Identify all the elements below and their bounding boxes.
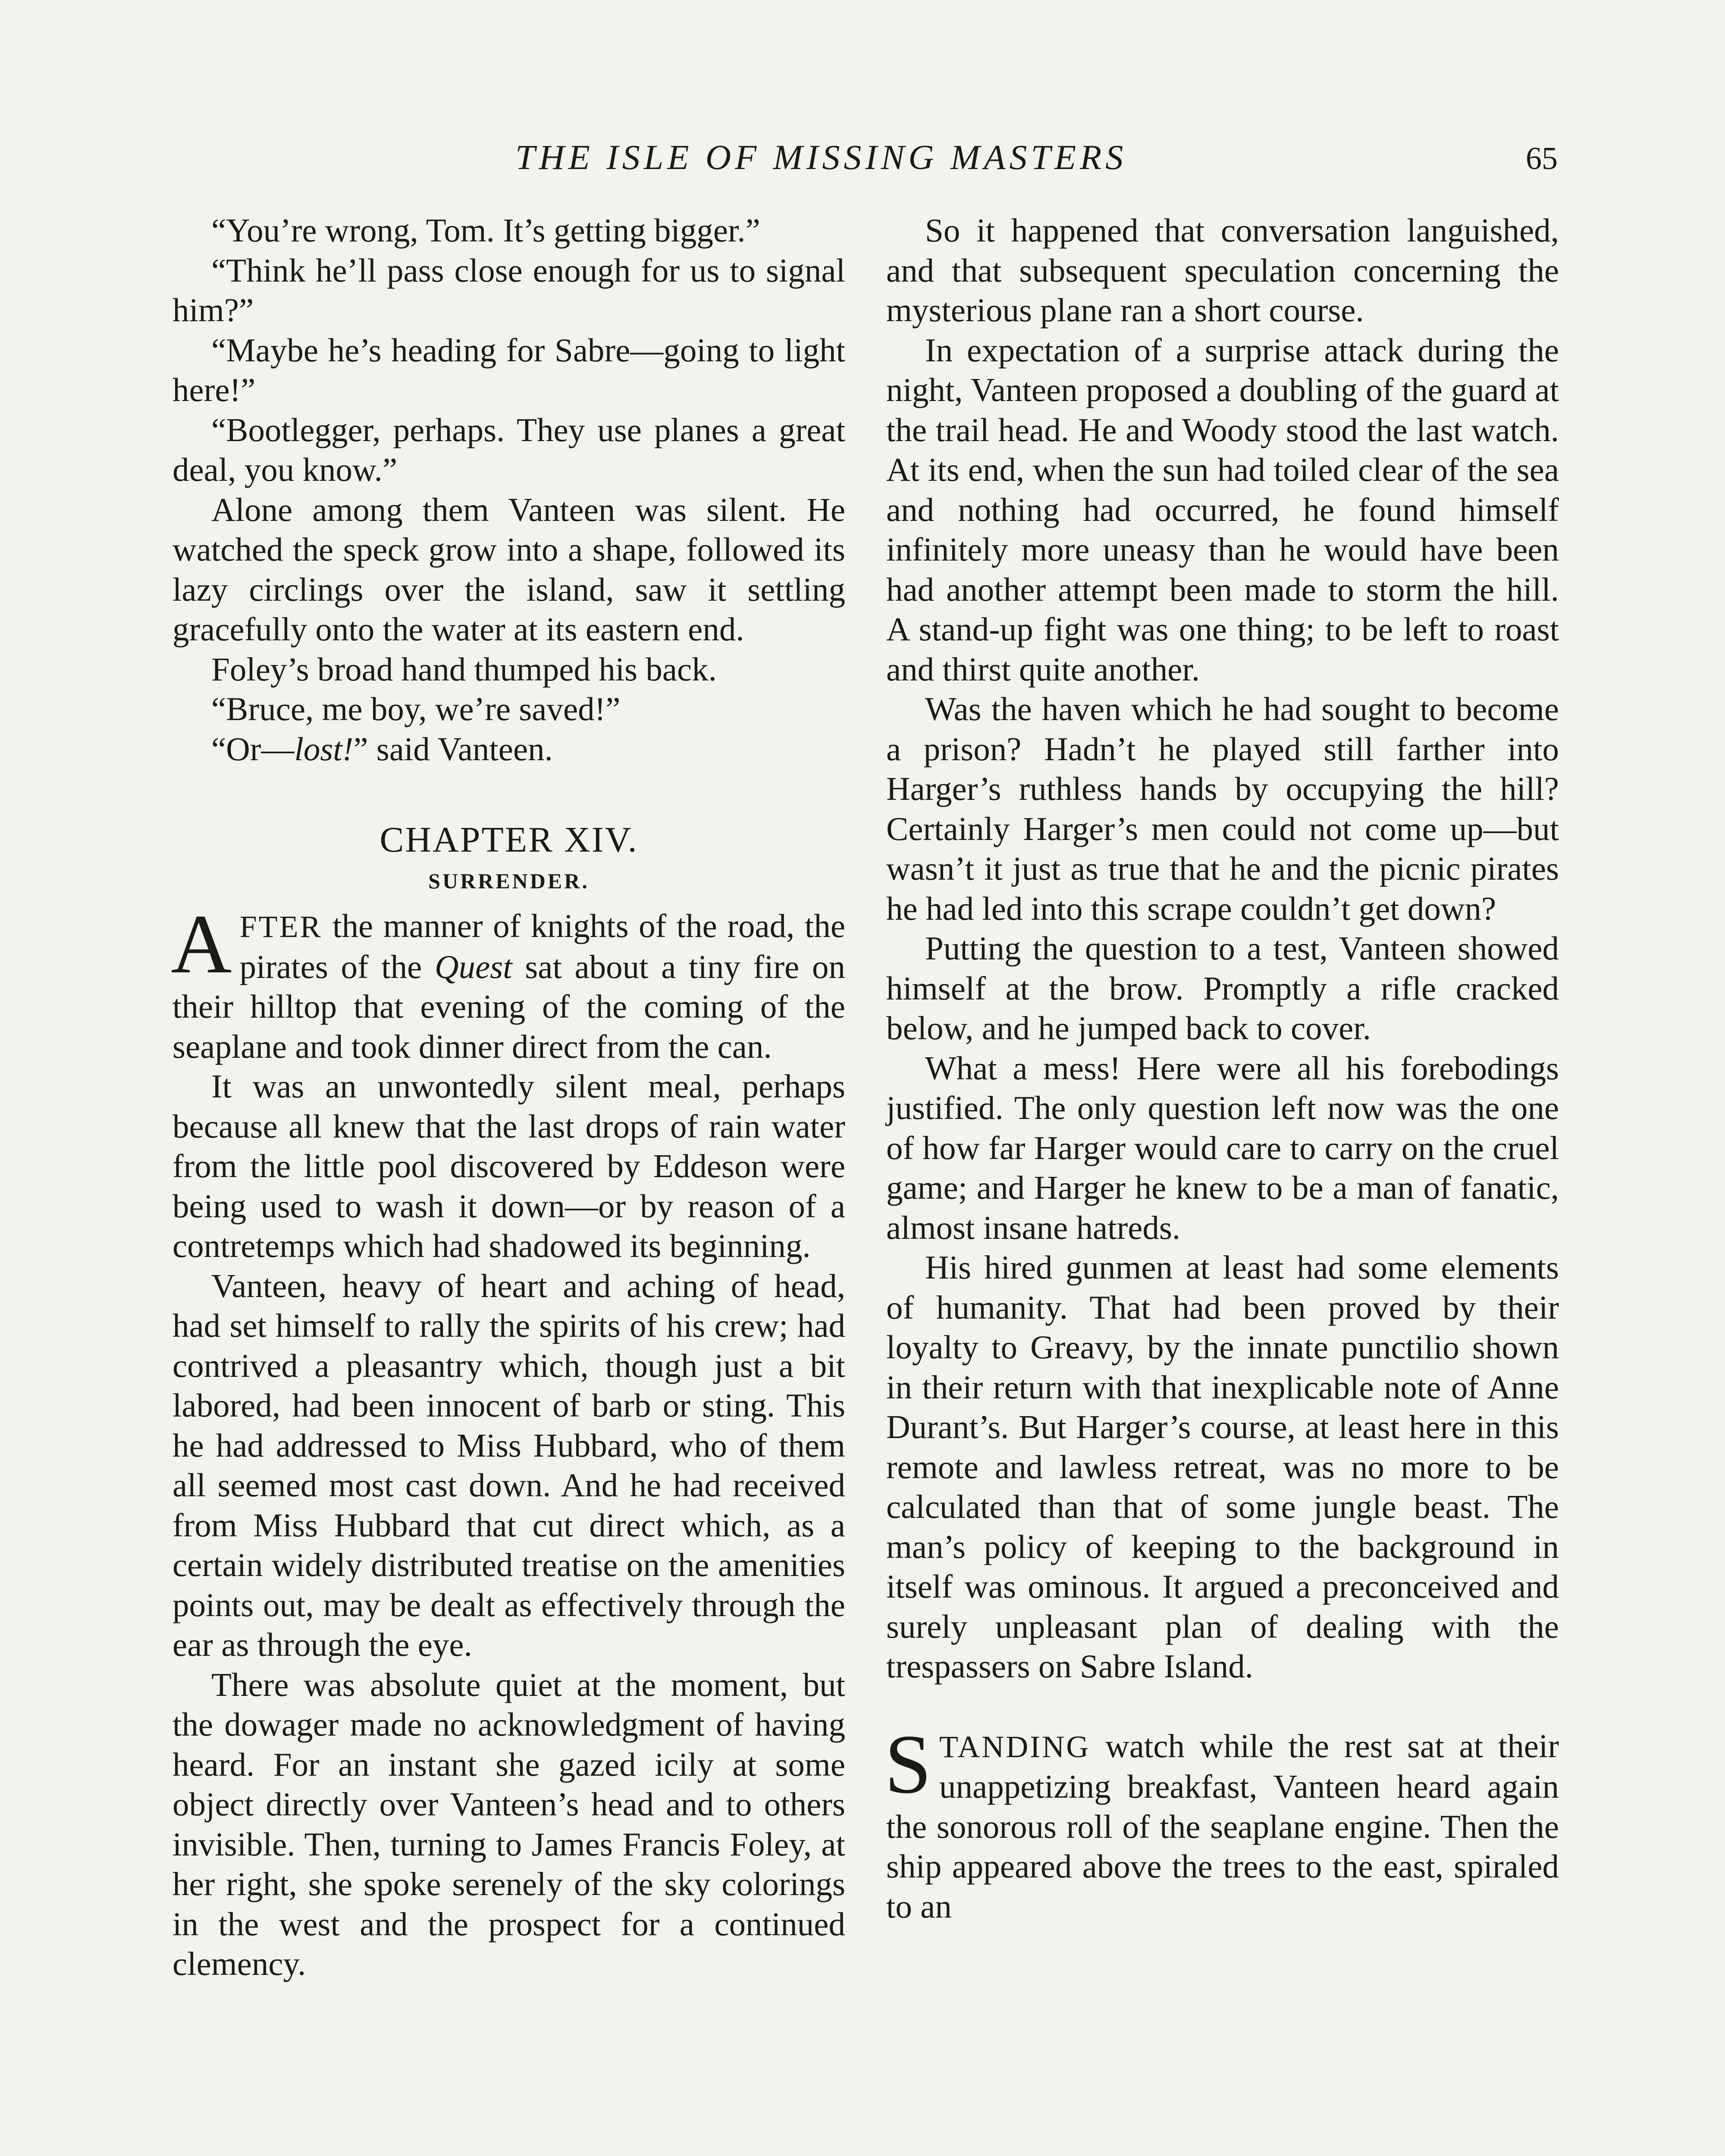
running-title: THE ISLE OF MISSING MASTERS (515, 138, 1127, 177)
paragraph: Was the haven which he had sought to become a prison? Hadn’t he played still farther into Harger’s ruthless hands by occupying the hill? Certainly Harger’s men could not come up—but wasn’t it just as true that he and the picnic pirates he had led into this scrape couldn’t get down? (886, 690, 1559, 927)
drop-cap: S (884, 1717, 932, 1811)
paragraph (172, 729, 845, 769)
chapter-title: CHAPTER XIV. (380, 820, 638, 860)
italic-text: lost! (294, 730, 354, 768)
paragraph: Alone among them Vanteen was silent. He watched the speck grow into a shape, followed its lazy circlings over the island, saw it settling gracefully onto the water at its eastern end. (172, 491, 845, 648)
paragraph: There was absolute quiet at the moment, but the dowager made no acknowledgment of having heard. For an instant she gazed icily at some object directly over Vanteen’s head and to others invisible. Then, turning to James Francis Foley, at her right, she spoke serenely of the sky colorings in the west and the prospect for a continued clemency. (172, 1666, 845, 1982)
paragraph: In expectation of a surprise attack during the night, Vanteen proposed a doubling of the guard at the trail head. He and Woody stood the last watch. At its end, when the sun had toiled clear of the sea and nothing had occurred, he found himself infinitely more uneasy than he would have been had another attempt been made to storm the hill. A stand-up fight was one thing; to be left to roast and thirst quite another. (886, 331, 1559, 688)
page-header (0, 137, 1725, 185)
paragraph: “You’re wrong, Tom. It’s getting bigger.” (211, 212, 760, 249)
left-column (172, 210, 845, 1984)
paragraph: “Bootlegger, perhaps. They use planes a great deal, you know.” (172, 411, 845, 488)
italic-text: Quest (434, 948, 512, 985)
section-opening-paragraph (884, 1717, 1559, 1927)
paragraph: What a mess! Here were all his forebodings justified. The only question left now was the one of how far Harger would care to carry on the cruel game; and Harger he knew to be a man of fanatic, almost insane hatreds. (886, 1049, 1559, 1246)
paragraph: Vanteen, heavy of heart and aching of head, had set himself to rally the spirits of his crew; had contrived a pleasantry which, though just a bit labored, had been innocent of barb or sting. This he had addressed to Miss Hubbard, who of them all seemed most cast down. And he had received from Miss Hubbard that cut direct which, as a certain widely distributed treatise on the amenities points out, may be dealt as effectively through the ear as through the eye. (172, 1267, 845, 1663)
paragraph: “Think he’ll pass close enough for us to signal him?” (172, 251, 845, 329)
text-run: sat about a tiny fire on their hilltop that evening of the coming of the seaplane and took dinner direct from the can. (172, 948, 845, 1065)
paragraph: So it happened that conversation languished, and that subsequent speculation concerning the mysterious plane ran a short course. (886, 212, 1559, 329)
paragraph: “Maybe he’s heading for Sabre—going to light here!” (172, 331, 845, 408)
paragraph: “Bruce, me boy, we’re saved!” (211, 690, 621, 727)
text-run: watch while the rest sat at their unappetizing breakfast, Vanteen heard again the sonorous roll of the seaplane engine. Then the ship appeared above the trees to the east, spiraled to an (886, 1727, 1559, 1925)
smallcaps-word: FTER (239, 909, 323, 944)
paragraph: His hired gunmen at least had some elements of humanity. That had been proved by their loyalty to Greavy, by the innate punctilio shown in their return with that inexplicable note of Anne Durant’s. But Harger’s course, at least here in this remote and lawless retreat, was no more to be calculated than that of some jungle beast. The man’s policy of keeping to the background in itself was ominous. It argued a preconceived and surely unpleasant plan of dealing with the trespassers on Sabre Island. (886, 1249, 1559, 1685)
text-run: “Or— (211, 730, 295, 768)
chapter-opening-paragraph (171, 897, 845, 1066)
paragraph: Putting the question to a test, Vanteen showed himself at the brow. Promptly a rifle cracked below, and he jumped back to cover. (886, 930, 1559, 1047)
smallcaps-word: TANDING (939, 1729, 1091, 1764)
text-run: the manner of knights of the road, the pirates of the (239, 907, 845, 985)
paragraph: It was an unwontedly silent meal, perhaps because all knew that the last drops of rain water from the little pool discovered by Eddeson were being used to wash it down—or by reason of a contretemps which had shadowed its beginning. (172, 1068, 845, 1264)
section-break (886, 1686, 1559, 1726)
drop-cap: A (171, 897, 232, 991)
chapter-subtitle: SURRENDER. (428, 869, 590, 893)
text-run: ” said Vanteen. (353, 730, 553, 768)
page-number: 65 (1526, 141, 1558, 176)
right-column (886, 210, 1559, 1926)
paragraph: Foley’s broad hand thumped his back. (211, 650, 717, 688)
